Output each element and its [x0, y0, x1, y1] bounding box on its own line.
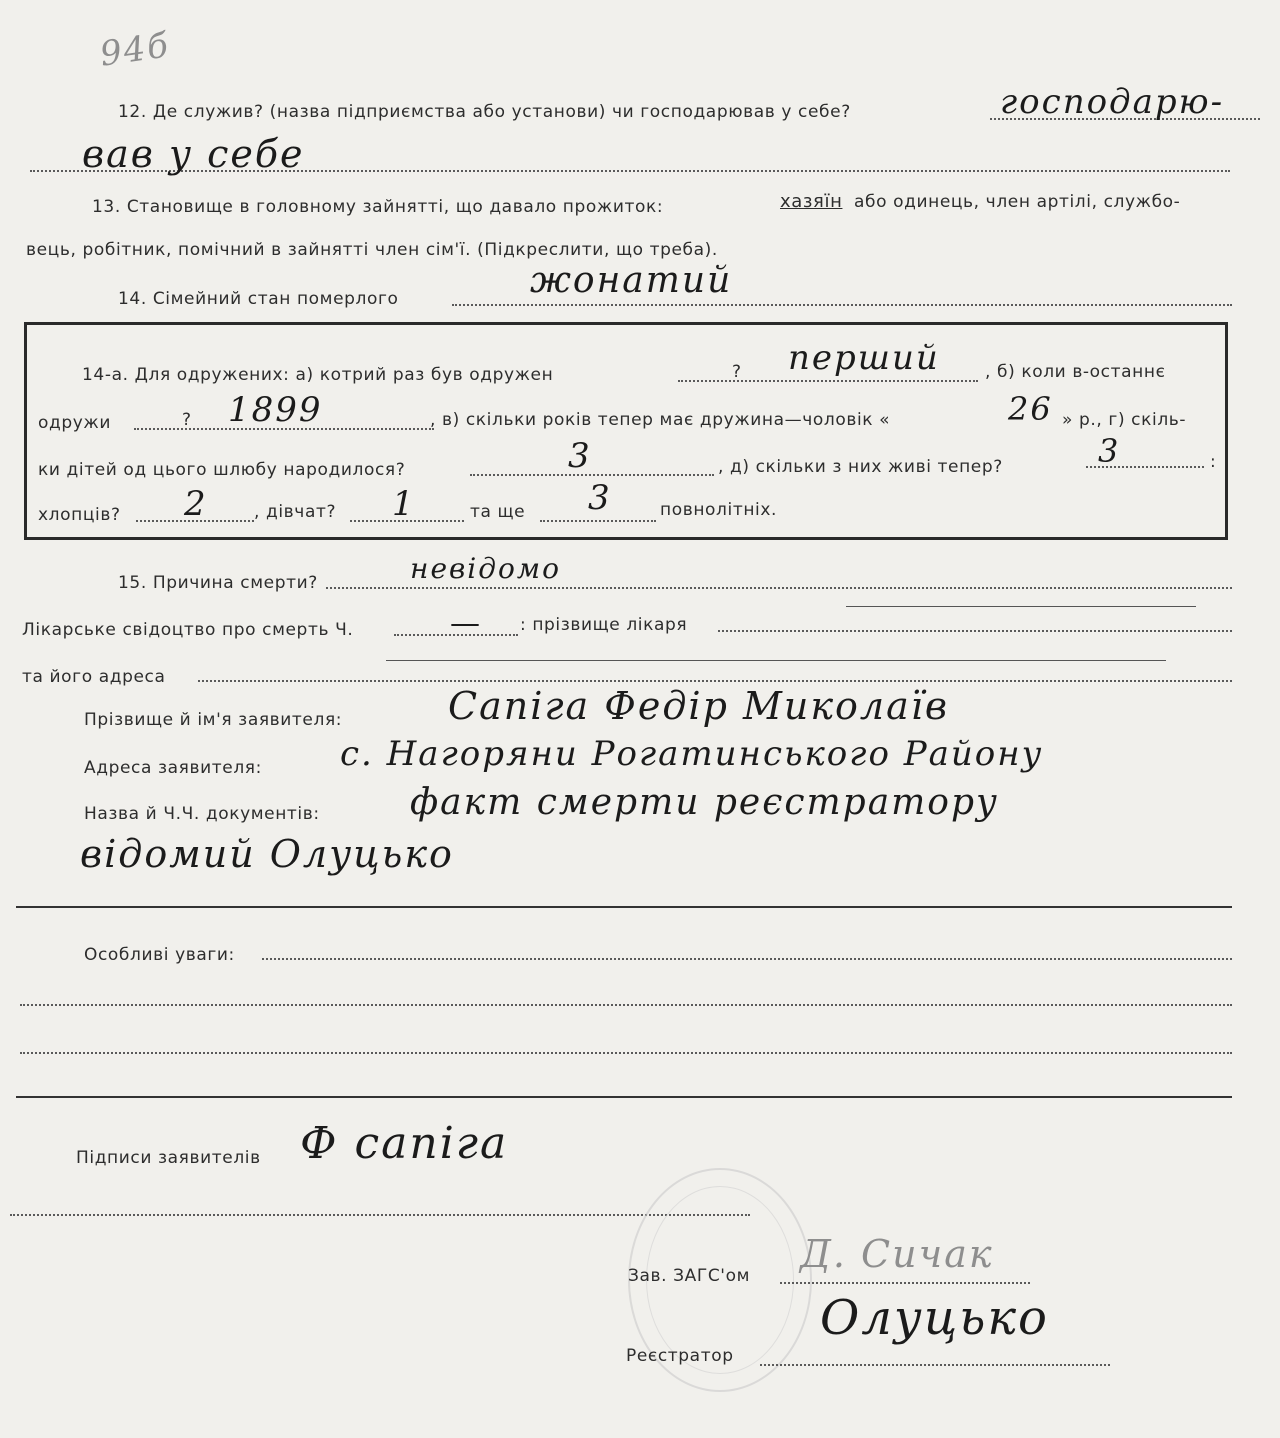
applicant-name-label: Прізвище й ім'я заявителя:: [84, 710, 343, 730]
item13-line1-prefix: 13. Становище в головному зайнятті, що давало прожиток:: [92, 197, 664, 217]
item14a-l3-prefix: ки дітей од цього шлюбу народилося?: [38, 460, 406, 480]
item14a-l1-question: ?: [732, 362, 742, 382]
remarks-line-3: [20, 1052, 1232, 1054]
item14a-l4-adult-label: повнолітніх.: [660, 500, 778, 520]
medical-address-dots: [198, 680, 1232, 682]
applicant-address-label: Адреса заявителя:: [84, 758, 262, 778]
item15-answer: невідомо: [410, 552, 561, 585]
medical-certificate-label: Лікарське свідоцтво про смерть Ч.: [22, 620, 354, 640]
registrar-label: Реєстратор: [626, 1346, 734, 1366]
item14a-l1-suffix: , б) коли в-останнє: [985, 362, 1166, 382]
item14-answer-line: [452, 304, 1232, 306]
item13-line1-suffix: або одинець, член артілі, службо-: [854, 192, 1181, 212]
item14a-l2-answer: 1899: [228, 390, 323, 430]
registry-head-signature: Д. Сичак: [800, 1232, 994, 1276]
item14a-l3-mid: , д) скільки з них живі тепер?: [718, 457, 1003, 477]
applicant-address-value: с. Нагоряни Рогатинського Району: [340, 734, 1044, 774]
remarks-label: Особливі уваги:: [84, 945, 235, 965]
item14a-l4-more-answer: 3: [588, 478, 612, 518]
medical-doctor-dots: [718, 630, 1232, 632]
item14a-l3-dots: [470, 474, 714, 476]
medical-doctor-label: : прізвище лікаря: [520, 615, 688, 635]
item15-answer-line: [326, 587, 1232, 589]
item15-extra-rule: [846, 606, 1196, 607]
remarks-section-rule: [16, 1096, 1232, 1098]
item13-line2: вець, робітник, помічний в зайнятті член сім'ї. (Підкреслити, що треба).: [26, 240, 718, 260]
medical-address-rule: [386, 660, 1166, 661]
item14a-l2-mid: , в) скільки років тепер має дружина—чоловік «: [430, 410, 891, 430]
item14a-l3-answer: 3: [568, 436, 592, 476]
applicant-signature-line: [10, 1214, 750, 1216]
item14a-l4-more-label: та ще: [470, 502, 526, 522]
applicant-docs-value-2: відомий Олуцько: [80, 832, 454, 876]
applicant-section-rule: [16, 906, 1232, 908]
item14a-l4-girls-answer: 1: [392, 484, 416, 524]
item14a-l3-colon: :: [1210, 452, 1217, 472]
item14a-l2-age: 26: [1008, 390, 1053, 428]
item14a-l2-prefix: одружи: [38, 413, 111, 433]
applicant-signature: Ф сапіга: [300, 1118, 509, 1169]
registry-head-label: Зав. ЗАГС'ом: [628, 1266, 751, 1286]
applicant-signature-label: Підписи заявителів: [76, 1148, 261, 1168]
applicant-docs-value-1: факт смерти реєстратору: [410, 782, 999, 823]
registrar-signature: Олуцько: [820, 1290, 1049, 1346]
item12-label: 12. Де служив? (назва підприємства або установи) чи господарював у себе?: [118, 102, 851, 122]
item14-label: 14. Сімейний стан померлого: [118, 289, 399, 309]
applicant-docs-label: Назва й Ч.Ч. документів:: [84, 804, 320, 824]
remarks-line-2: [20, 1004, 1232, 1006]
item14a-l4-boys-label: хлопців?: [38, 505, 121, 525]
corner-archive-mark: 94б: [97, 25, 173, 75]
item14a-l1-label: 14-а. Для одружених: а) котрий раз був одружен: [82, 365, 554, 385]
medical-address-label: та його адреса: [22, 667, 166, 687]
registrar-line: [760, 1364, 1110, 1366]
item14a-l1-dots: [678, 380, 978, 382]
medical-certificate-value: —: [450, 606, 482, 641]
applicant-name-value: Сапіга Федір Миколаїв: [448, 684, 950, 728]
item14a-l4-boys-answer: 2: [184, 484, 208, 524]
item15-label: 15. Причина смерти?: [118, 573, 318, 593]
item14a-l4-more-dots: [540, 520, 656, 522]
item14a-l3-answer2: 3: [1098, 432, 1121, 470]
item12-answer-part1: господарю-: [1000, 82, 1225, 122]
registry-head-line: [780, 1282, 1030, 1284]
item14a-l4-girls-label: , дівчат?: [254, 502, 337, 522]
item14-answer: жонатий: [530, 260, 733, 301]
item14a-l2-question: ?: [182, 410, 192, 430]
remarks-line-1: [262, 958, 1232, 960]
item14a-l2-suffix: » р., г) скіль-: [1062, 410, 1187, 430]
item12-answer-part2: вав у себе: [82, 132, 305, 176]
item14a-l1-answer: перший: [788, 338, 940, 378]
item13-owner-underlined: хазяїн: [780, 191, 843, 212]
